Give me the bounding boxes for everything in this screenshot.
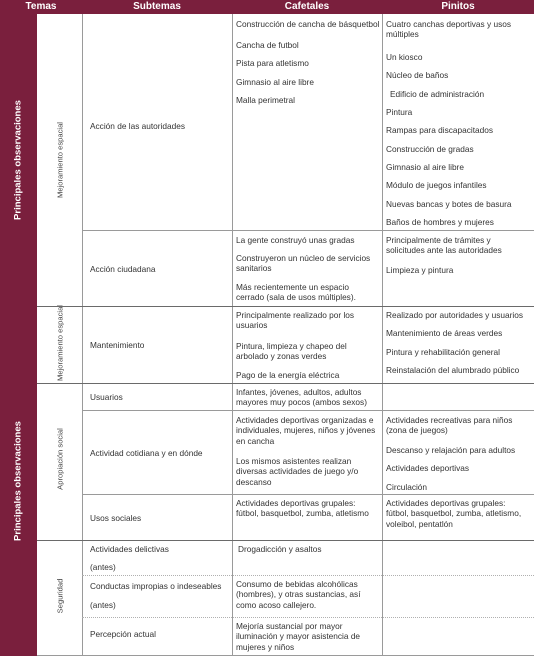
band-principales-1 [0,14,37,306]
cafetales-item: Consumo de bebidas alcohólicas (hombres), y otras sustancias, así como acoso callejero. [236,579,361,610]
header-subtemas: Subtemas [82,0,232,14]
pinitos-item: Cuatro canchas deportivas y usos múltiples [386,19,511,40]
row-divider [82,617,534,618]
pinitos-item: Circulación [386,482,428,492]
subtema-conductas: Conductas impropias o indeseables [90,581,222,591]
header-temas: Temas [0,0,82,14]
row-divider [82,410,534,411]
pinitos-item: Baños de hombres y mujeres [386,217,494,227]
cafetales-item: Drogadicción y asaltos [238,544,322,554]
pinitos-item: Nuevas bancas y botes de basura [386,199,512,209]
pinitos-item: Principalmente de trámites y solicitudes ante las autoridades [386,235,502,256]
pinitos-item: Módulo de juegos infantiles [386,180,487,190]
cafetales-item: Infantes, jóvenes, adultos, adultos mayores muy pocos (ambos sexos) [236,387,367,408]
pinitos-item: Actividades deportivas [386,463,470,473]
subtema-mantenimiento: Mantenimiento [90,340,145,350]
cafetales-item: Pista para atletismo [236,58,309,68]
cafetales-item: Más recientemente un espacio cerrado (sala de usos múltiples). [236,282,356,303]
cafetales-item: Pago de la energía eléctrica [236,370,340,380]
row-divider [82,494,534,495]
subtema-conductas-note: (antes) [90,600,116,610]
band-principales-2 [0,306,37,656]
pinitos-item: Núcleo de baños [386,70,449,80]
subtema-accion-ciudadana: Acción ciudadana [90,264,156,274]
row-divider [82,230,534,231]
band-label-1: Principales observaciones [12,100,24,220]
cafetales-item: Construyeron un núcleo de servicios sanitarios [236,253,371,274]
cafetales-item: Malla perimetral [236,95,296,105]
pinitos-item: Pintura [386,107,413,117]
section-divider [37,383,534,384]
divider-vertical [82,14,83,656]
cafetales-item: Construcción de cancha de básquetbol [236,19,380,29]
pinitos-item: Descanso y relajación para adultos [386,445,516,455]
subtema-usos-sociales: Usos sociales [90,513,142,523]
pinitos-item: Mantenimiento de áreas verdes [386,328,503,338]
subtema-actividad-cotidiana: Actividad cotidiana y en dónde [90,448,203,458]
subtema-actividades-delictivas: Actividades delictivas [90,544,169,554]
pinitos-item: Actividades recreativas para niños (zona de juegos) [386,415,513,436]
subtema-percepcion: Percepción actual [90,629,156,639]
section-divider [37,540,534,541]
pinitos-item: Gimnasio al aire libre [386,162,464,172]
pinitos-item: Actividades deportivas grupales: fútbol, basquetbol, zumba, atletismo, voleibol, pentatlón [386,498,522,529]
pinitos-item: Un kiosco [386,52,423,62]
header-cafetales: Cafetales [232,0,382,14]
cafetales-item: Actividades deportivas grupales: fútbol, basquetbol, zumba, atletismo [236,498,369,519]
cafetales-item: Mejoría sustancial por mayor iluminación y mayor asistencia de mujeres y niños [236,621,361,652]
cafetales-item: Principalmente realizado por los usuarios [236,310,355,331]
cafetales-item: Pintura, limpieza y chapeo del arbolado y zonas verdes [236,341,347,362]
cafetales-item: Los mismos asistentes realizan diversas actividades de juego y/o descanso [236,456,359,487]
pinitos-item: Rampas para discapacitados [386,125,493,135]
row-divider [82,575,534,576]
band-label-2: Principales observaciones [12,421,24,541]
pinitos-item: Limpieza y pintura [386,265,454,275]
cafetales-item: Actividades deportivas organizadas e individuales, mujeres, niños y jóvenes en cancha [236,415,376,446]
divider-vertical [382,14,383,656]
pinitos-item: Reinstalación del alumbrado público [386,365,520,375]
category-seguridad: Seguridad [55,578,65,614]
cafetales-item: Cancha de futbol [236,40,299,50]
category-apropiacion: Apropiación social [55,428,65,490]
pinitos-item: Realizado por autoridades y usuarios [386,310,523,320]
pinitos-item: Pintura y rehabilitación general [386,347,500,357]
cafetales-item: Gimnasio al aire libre [236,77,314,87]
category-mejoramiento-1: Mejoramiento espacial [55,122,65,198]
subtema-delictivas-note: (antes) [90,562,116,572]
category-mejoramiento-2: Mejoramiento espacial [55,305,65,381]
subtema-accion-autoridades: Acción de las autoridades [90,121,186,131]
cafetales-item: La gente construyó unas gradas [236,235,355,245]
subtema-usuarios: Usuarios [90,392,123,402]
header-pinitos: Pinitos [382,0,534,14]
pinitos-item: Edificio de administración [390,89,485,99]
pinitos-item: Construcción de gradas [386,144,474,154]
divider-vertical [232,14,233,656]
section-divider [37,306,534,307]
